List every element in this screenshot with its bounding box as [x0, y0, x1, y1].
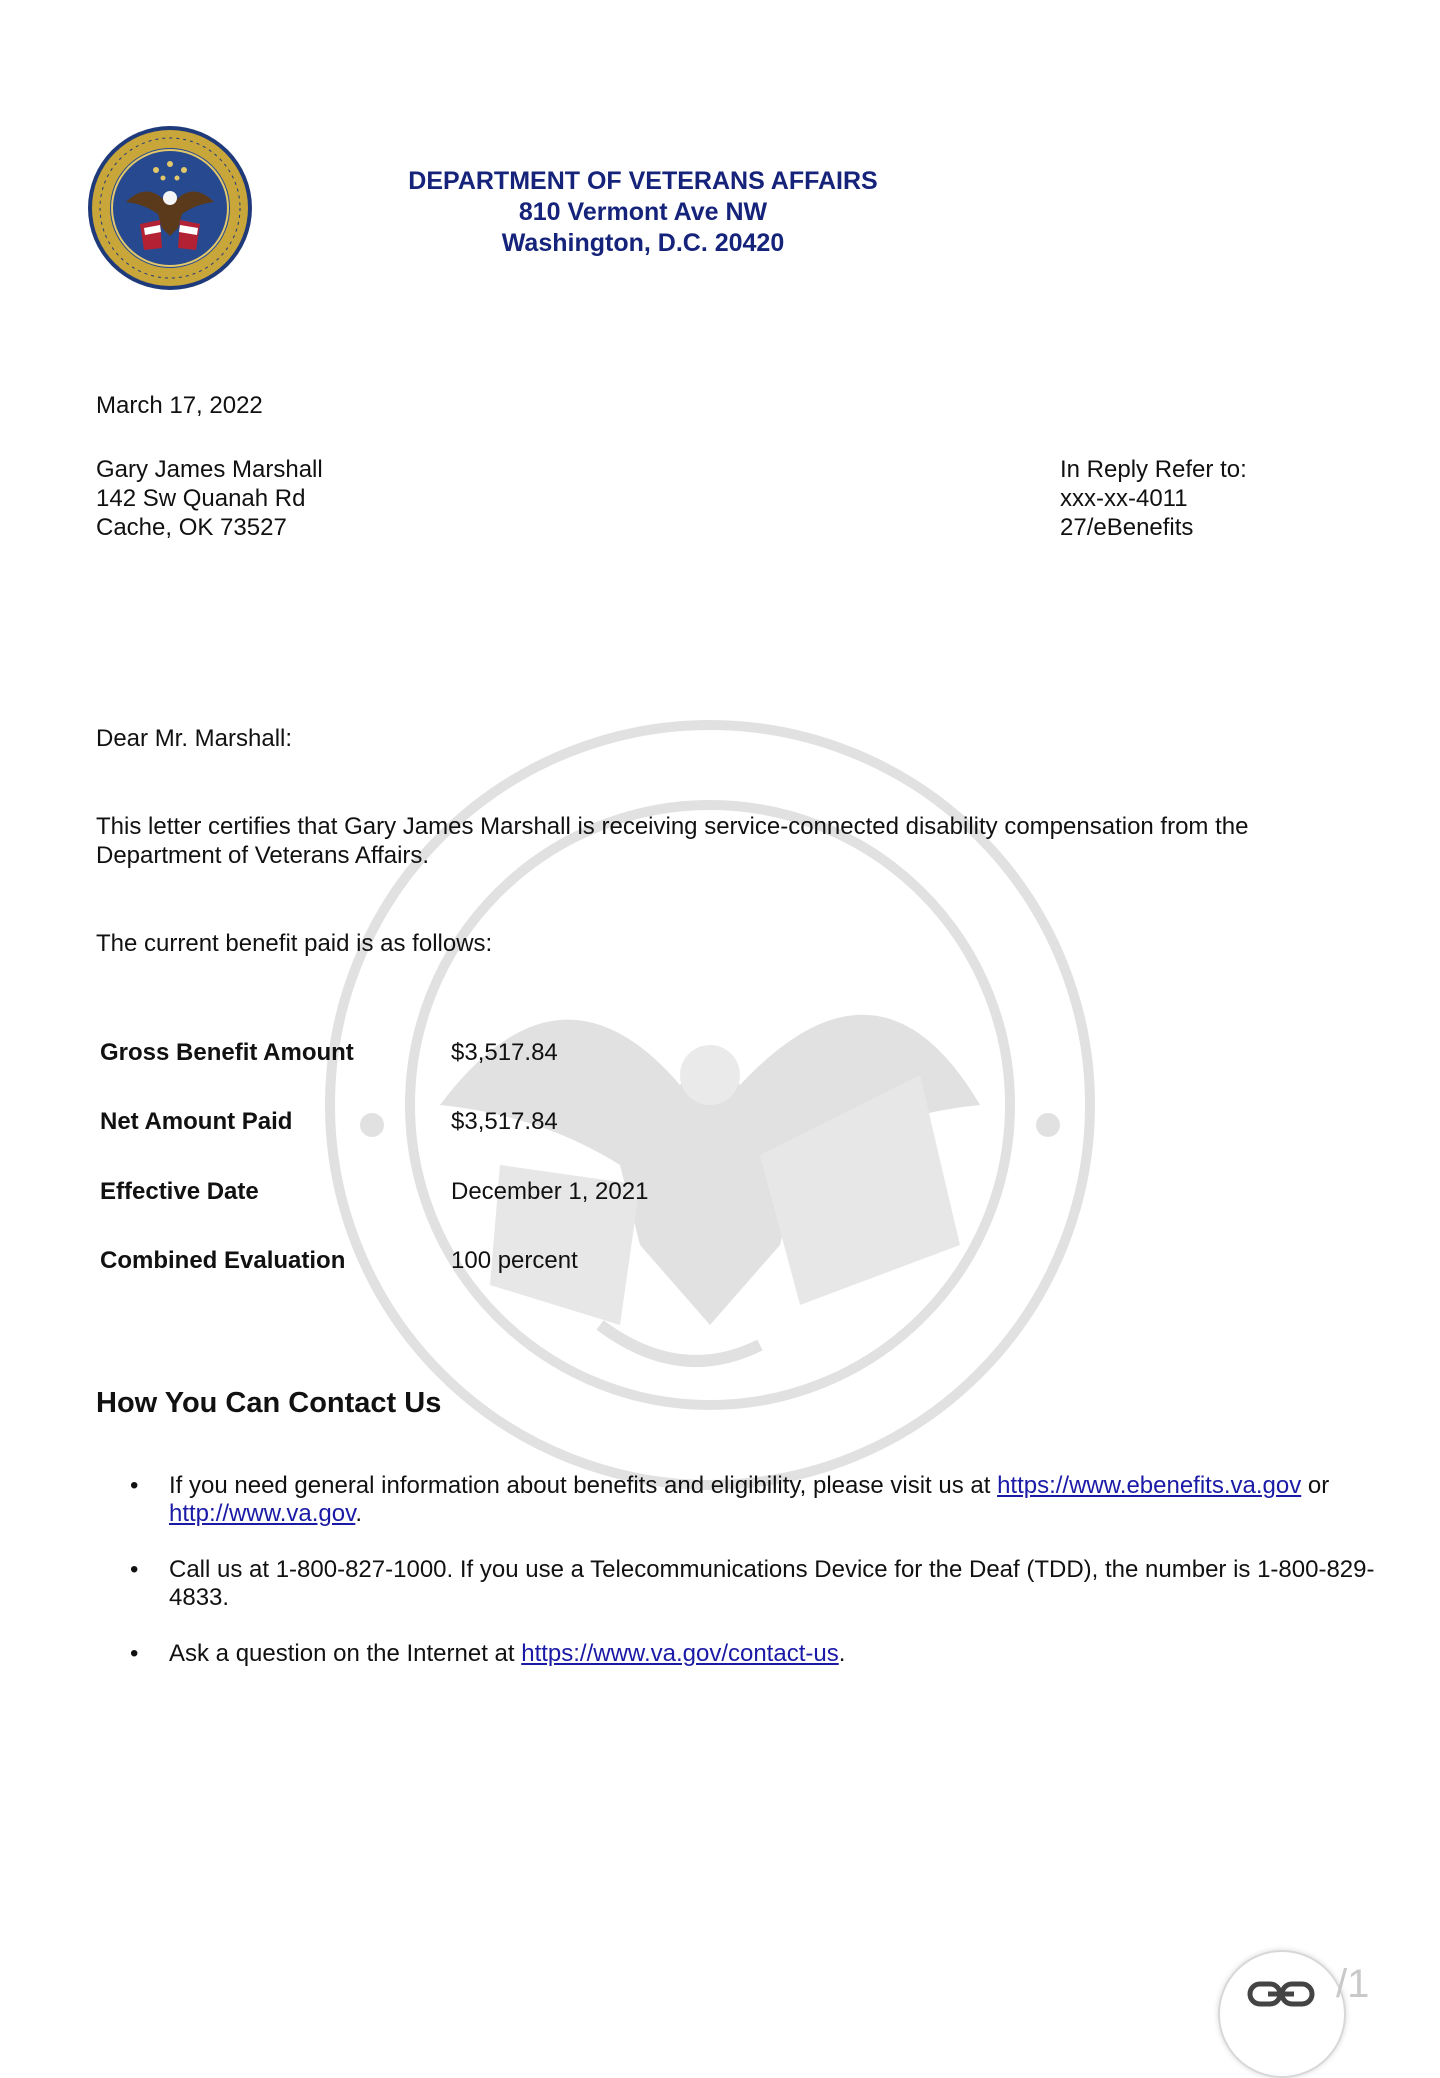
- benefit-label: Combined Evaluation: [100, 1247, 346, 1274]
- benefit-value: December 1, 2021: [451, 1178, 649, 1205]
- recipient-city: Cache, OK 73527: [96, 514, 287, 541]
- contact-list: [96, 1472, 1386, 1696]
- list-item: [96, 1472, 1386, 1528]
- bullet-icon: •: [130, 1640, 139, 1667]
- bullet-text: Ask a question on the Internet at: [169, 1640, 522, 1667]
- benefit-label: Gross Benefit Amount: [100, 1039, 354, 1066]
- bullet-text: Call us at 1-800-827-1000. If you use a Telecommunications Device for the Deaf (TDD), the number is 1-800-829-4833.: [169, 1556, 1375, 1611]
- benefit-value: $3,517.84: [451, 1039, 558, 1066]
- ebenefits-link[interactable]: https://www.ebenefits.va.gov: [997, 1472, 1302, 1499]
- reference-block: [1060, 455, 1247, 542]
- recipient-street: 142 Sw Quanah Rd: [96, 485, 306, 512]
- benefit-value: $3,517.84: [451, 1108, 558, 1135]
- bullet-text: .: [838, 1640, 846, 1667]
- agency-street: 810 Vermont Ave NW: [518, 198, 768, 226]
- agency-city: Washington, D.C. 20420: [501, 229, 785, 257]
- page-indicator: /1: [1336, 1962, 1370, 2006]
- greeting: Dear Mr. Marshall:: [96, 725, 293, 752]
- reference-code: 27/eBenefits: [1060, 514, 1194, 541]
- recipient-address: [96, 455, 323, 542]
- letter-date: March 17, 2022: [96, 392, 263, 419]
- list-item: [96, 1640, 1386, 1668]
- agency-name: DEPARTMENT OF VETERANS AFFAIRS: [408, 167, 878, 195]
- bullet-text: or: [1301, 1472, 1330, 1499]
- va-gov-link[interactable]: http://www.va.gov: [169, 1500, 356, 1527]
- bullet-icon: •: [130, 1556, 139, 1583]
- va-seal-icon: [86, 124, 254, 292]
- letterhead: [340, 166, 946, 259]
- link-icon: [1246, 1974, 1316, 2014]
- reference-label: In Reply Refer to:: [1060, 456, 1247, 483]
- benefit-value: 100 percent: [451, 1247, 578, 1274]
- contact-heading: How You Can Contact Us: [96, 1387, 442, 1419]
- bullet-text: .: [355, 1500, 362, 1527]
- benefit-intro: The current benefit paid is as follows:: [96, 930, 493, 957]
- benefit-label: Effective Date: [100, 1178, 259, 1205]
- benefit-label: Net Amount Paid: [100, 1108, 293, 1135]
- file-number: xxx-xx-4011: [1060, 485, 1188, 512]
- certification-paragraph: This letter certifies that Gary James Marshall is receiving service-connected disability compensation from the Department of Veterans Affairs.: [96, 813, 1249, 869]
- contact-us-link[interactable]: https://www.va.gov/contact-us: [521, 1640, 839, 1667]
- share-link-button[interactable]: [1218, 1950, 1346, 2078]
- bullet-text: If you need general information about benefits and eligibility, please visit us at: [169, 1472, 998, 1499]
- bullet-icon: •: [130, 1472, 139, 1499]
- recipient-name: Gary James Marshall: [96, 456, 323, 483]
- list-item: [96, 1556, 1386, 1612]
